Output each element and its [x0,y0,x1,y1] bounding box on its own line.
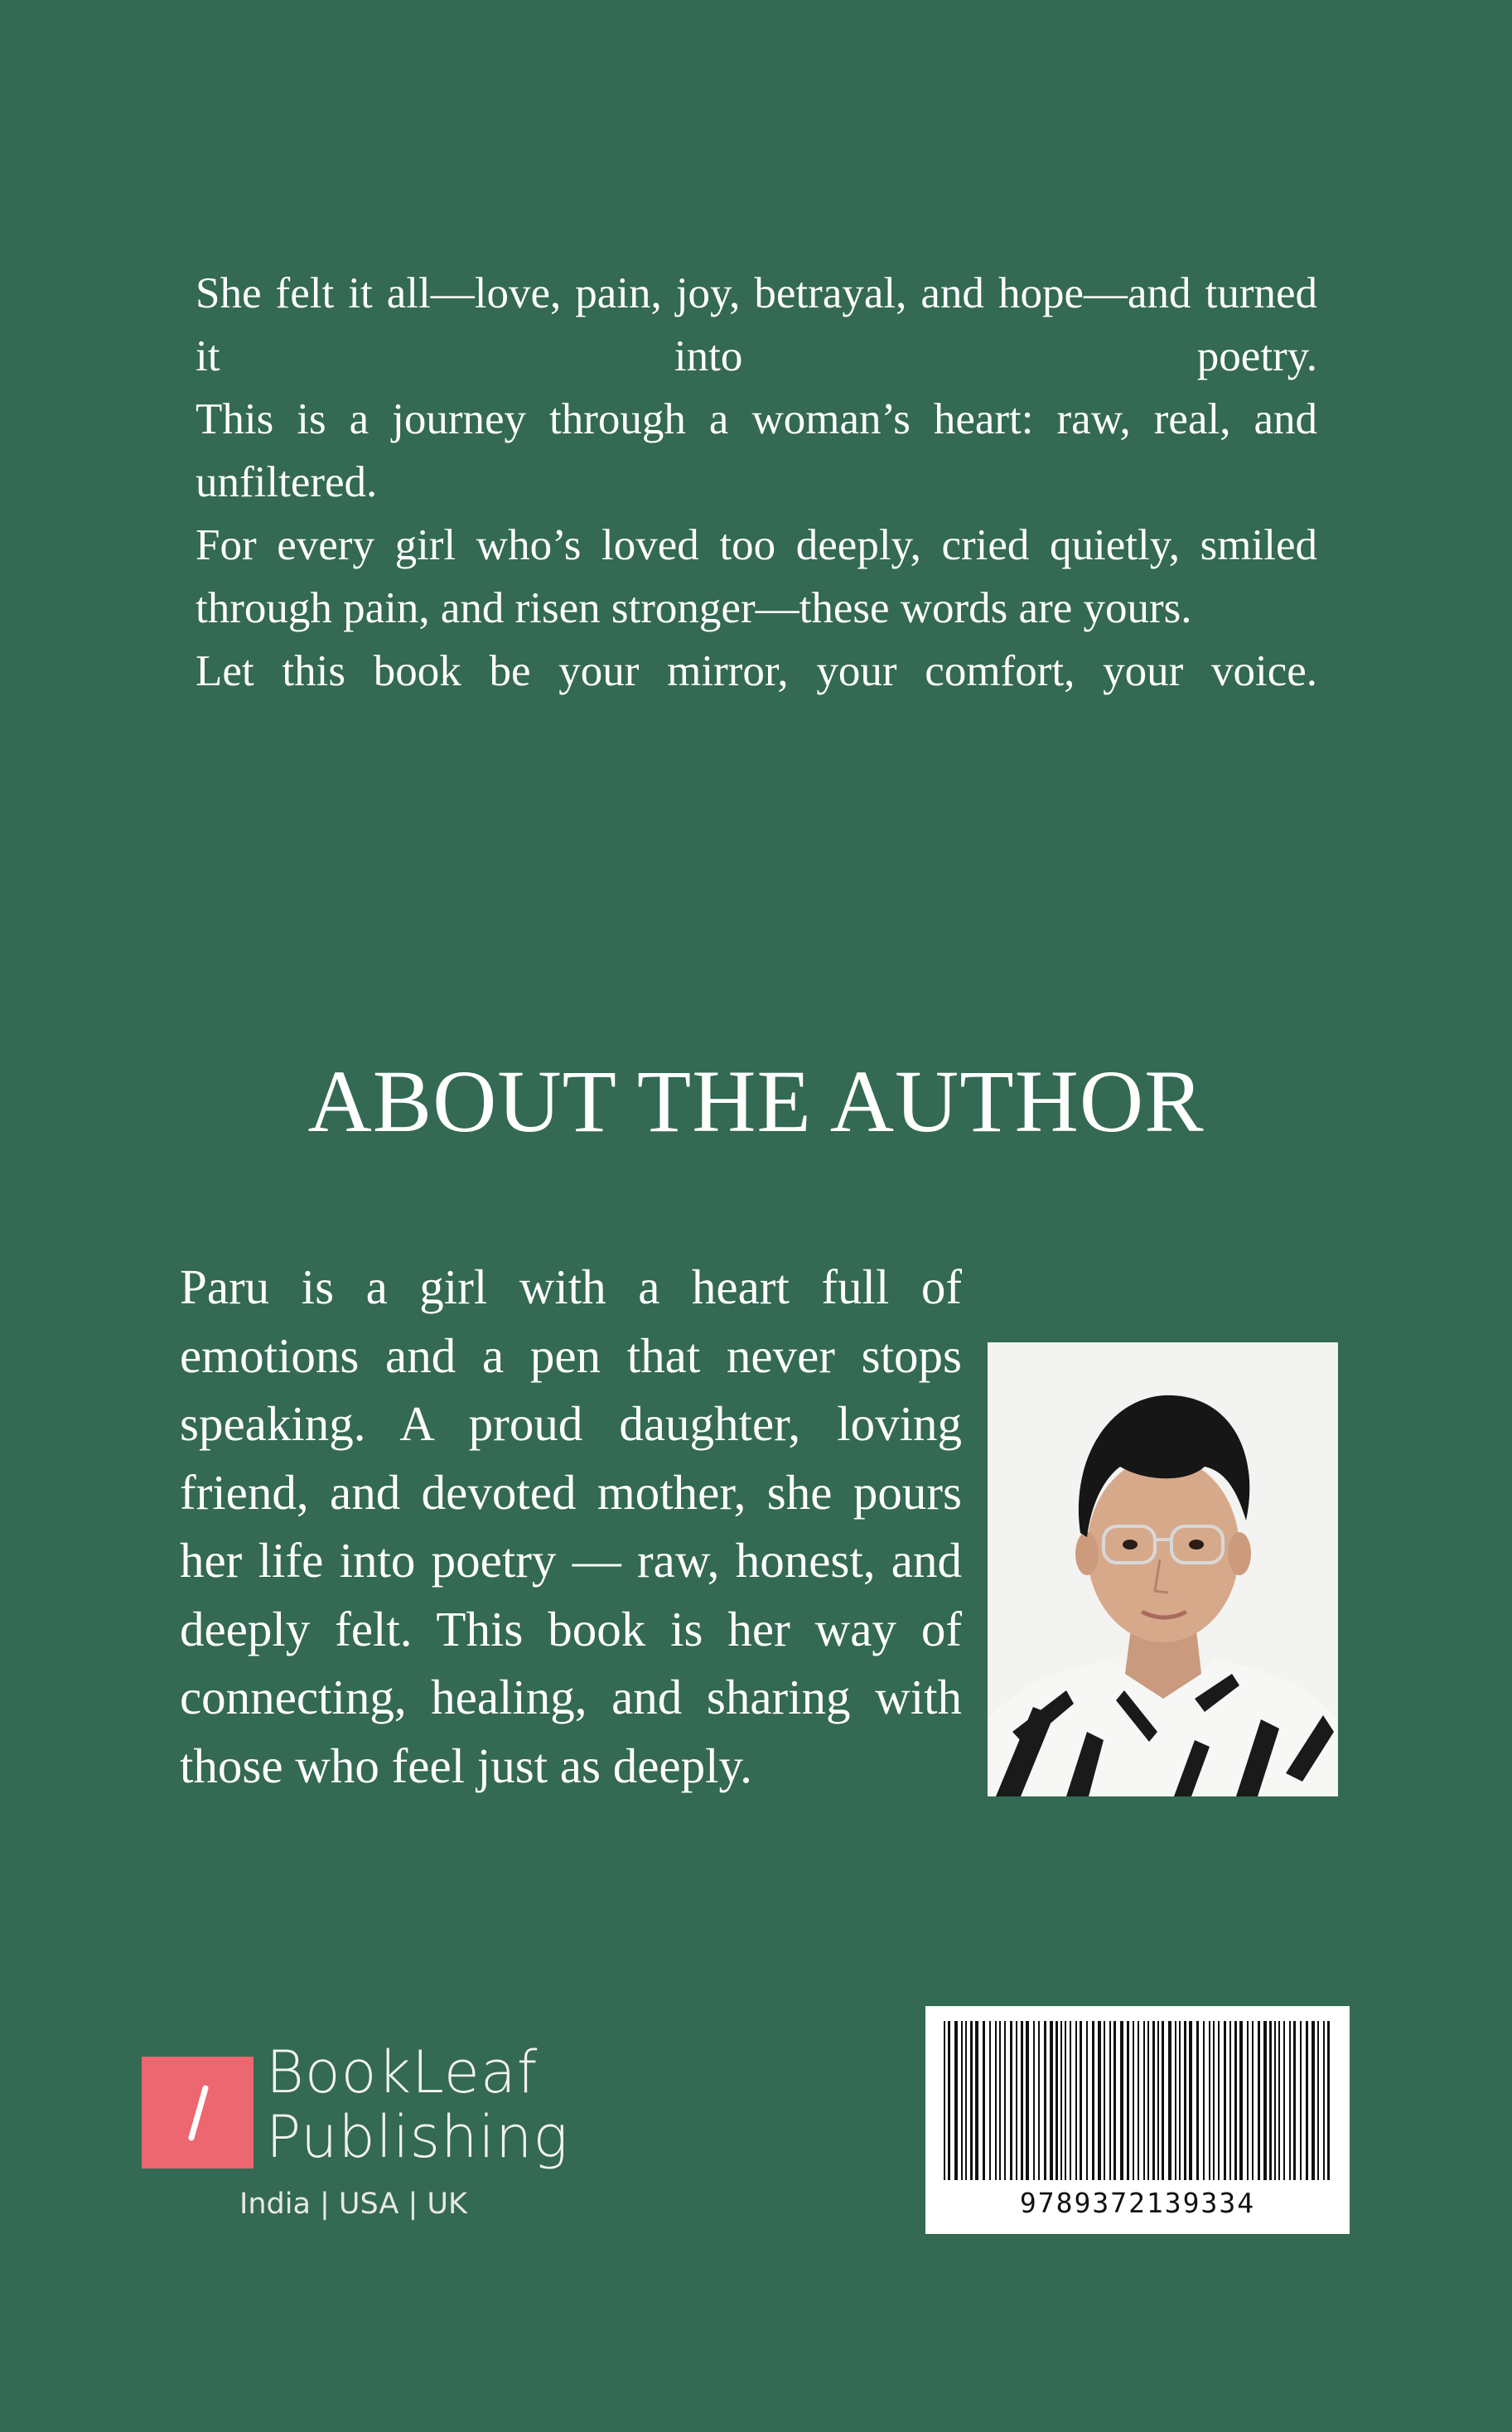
barcode-bar [1120,2021,1123,2180]
barcode-bar [1323,2021,1325,2180]
barcode-bar [1070,2021,1071,2180]
barcode-bar [961,2021,963,2180]
author-photo [988,1342,1338,1796]
barcode-bar [1278,2021,1280,2180]
barcode-bar [1179,2021,1181,2180]
publisher-name-line-1: BookLeaf [266,2038,539,2106]
barcode-bar [1306,2021,1308,2180]
barcode-bar [1196,2021,1199,2180]
barcode-bar [1060,2021,1062,2180]
barcode-bar [1080,2021,1082,2180]
barcode-bar [1044,2021,1046,2180]
barcode-bar [1152,2021,1155,2180]
barcode-bar [1168,2021,1171,2180]
barcode-bar [975,2021,978,2180]
publisher-name-line-2: Publishing [266,2103,569,2171]
barcode-bar [1143,2021,1145,2180]
barcode-bar [1312,2021,1315,2180]
barcode-bar [995,2021,997,2180]
barcode-bar [1189,2021,1192,2180]
barcode-bar [1109,2021,1111,2180]
barcode-bar [1327,2021,1330,2180]
barcode-bar [1293,2021,1296,2180]
publisher-logo [142,2040,572,2239]
barcode-bar [1056,2021,1058,2180]
barcode-bar [1263,2021,1267,2180]
barcode-bar [1218,2021,1220,2180]
blurb-paragraph-3: For every girl who’s loved too deeply, cried quietly, smiled through pain, and risen stronger—these words are yours. [196,521,1317,632]
barcode-bar [1283,2021,1285,2180]
publisher-name [266,2040,568,2169]
barcode-bar [1133,2021,1134,2180]
barcode-bar [965,2021,967,2180]
barcode-bar [1086,2021,1088,2180]
publisher-regions: India | USA | UK [239,2188,467,2221]
barcode-bar [1258,2021,1260,2180]
barcode-bar [1113,2021,1116,2180]
back-cover-blurb [196,262,1317,703]
barcode-bar [1010,2021,1012,2180]
barcode-bar [1234,2021,1237,2180]
barcode-bar [1021,2021,1023,2180]
barcode-bar [1300,2021,1302,2180]
barcode-bar [983,2021,985,2180]
barcode-bar [1224,2021,1226,2180]
barcode-bar [1004,2021,1006,2180]
barcode-bar [1213,2021,1215,2180]
barcode-bar [954,2021,958,2180]
isbn-barcode [925,2006,1350,2234]
blurb-paragraph-4: Let this book be your mirror, your comfort, your voice. [196,647,1317,695]
slash-icon [142,2057,254,2168]
blurb-paragraph-1: She felt it all—love, pain, joy, betrayal, and hope—and turned it into poetry. [196,269,1317,380]
blurb-paragraph-2: This is a journey through a woman’s heart: raw, real, and unfiltered. [196,395,1317,506]
barcode-bar [1184,2021,1186,2180]
barcode-bar [948,2021,950,2180]
barcode-bar [1269,2021,1272,2180]
barcode-bar [1016,2021,1017,2180]
barcode-bar [1175,2021,1176,2180]
barcode-bar [1247,2021,1249,2180]
barcode-bars [940,2021,1335,2180]
barcode-bar [944,2021,945,2180]
barcode-bar [1274,2021,1276,2180]
about-author-heading: ABOUT THE AUTHOR [307,1053,1205,1151]
barcode-bar [1317,2021,1319,2180]
barcode-bar [1138,2021,1139,2180]
author-bio: Paru is a girl with a heart full of emotions and a pen that never stops speaking. A proud daughter, loving friend, and devoted mother, she pours her life into poetry — raw, honest, and deeply felt. This book is her way of connecting, healing, and sharing with those who feel just as deeply. [180,1260,962,1793]
barcode-bar [989,2021,991,2180]
barcode-bar [1162,2021,1164,2180]
barcode-bar [1203,2021,1205,2180]
barcode-bar [1157,2021,1159,2180]
barcode-bar [1026,2021,1029,2180]
barcode-bar [1147,2021,1149,2180]
isbn-number: 9789372139334 [1019,2187,1256,2219]
barcode-bar [1289,2021,1291,2180]
barcode-bar [1229,2021,1231,2180]
barcode-bar [1209,2021,1210,2180]
barcode-bar [1033,2021,1035,2180]
barcode-bar [1065,2021,1066,2180]
barcode-bar [1092,2021,1094,2180]
barcode-bar [1038,2021,1040,2180]
barcode-bar [1252,2021,1254,2180]
barcode-bar [1075,2021,1077,2180]
barcode-bar [999,2021,1001,2180]
barcode-bar [1239,2021,1243,2180]
barcode-bar [970,2021,973,2180]
barcode-bar [1050,2021,1053,2180]
barcode-bar [1098,2021,1101,2180]
barcode-bar [1127,2021,1129,2180]
barcode-bar [1104,2021,1105,2180]
